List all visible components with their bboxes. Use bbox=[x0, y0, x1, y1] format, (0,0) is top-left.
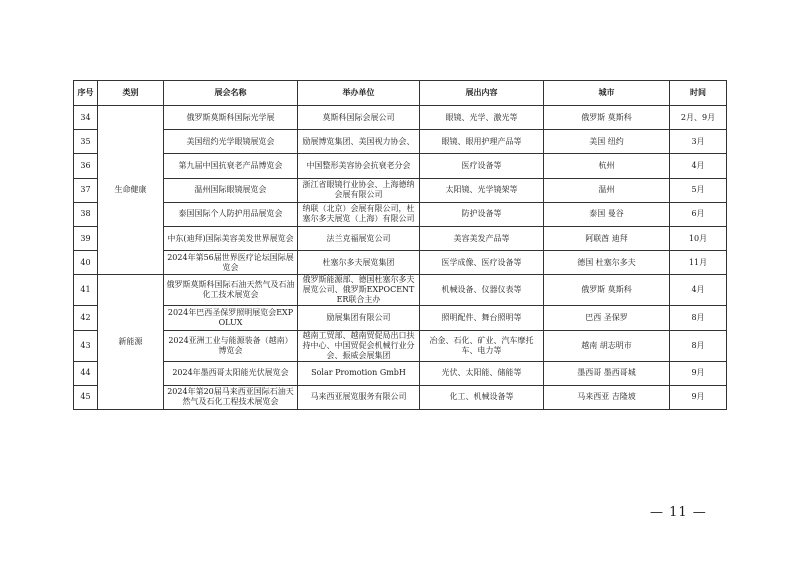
cell-city: 越南 胡志明市 bbox=[544, 330, 670, 361]
cell-city: 温州 bbox=[544, 178, 670, 202]
cell-time: 9月 bbox=[670, 385, 727, 409]
cell-no: 35 bbox=[74, 130, 98, 154]
cell-name: 俄罗斯莫斯科国际石油天然气及石油化工技术展览会 bbox=[164, 275, 298, 306]
exhibition-table bbox=[73, 80, 727, 410]
header-category: 类别 bbox=[98, 81, 164, 106]
cell-organizer: 越南工贸部、越南贸促局出口扶持中心、中国贸促会机械行业分会、振威会展集团 bbox=[298, 330, 420, 361]
table-row bbox=[74, 226, 727, 250]
cell-organizer: 励展博览集团、美国视力协会、 bbox=[298, 130, 420, 154]
table-row bbox=[74, 361, 727, 385]
cell-name: 第九届中国抗衰老产品博览会 bbox=[164, 154, 298, 178]
cell-no: 44 bbox=[74, 361, 98, 385]
cell-time: 4月 bbox=[670, 154, 727, 178]
cell-content: 机械设备、仪器仪表等 bbox=[420, 275, 544, 306]
header-organizer: 举办单位 bbox=[298, 81, 420, 106]
cell-city: 美国 纽约 bbox=[544, 130, 670, 154]
cell-organizer: 俄罗斯能源部、德国杜塞尔多夫展览公司、俄罗斯EXPOCENTER联合主办 bbox=[298, 275, 420, 306]
header-city: 城市 bbox=[544, 81, 670, 106]
cell-time: 10月 bbox=[670, 226, 727, 250]
cell-name: 泰国国际个人防护用品展览会 bbox=[164, 202, 298, 226]
cell-time: 3月 bbox=[670, 130, 727, 154]
cell-no: 39 bbox=[74, 226, 98, 250]
cell-name: 美国纽约光学眼镜展览会 bbox=[164, 130, 298, 154]
cell-organizer: 励展集团有限公司 bbox=[298, 306, 420, 330]
cell-content: 光伏、太阳能、储能等 bbox=[420, 361, 544, 385]
cell-name: 2024年第56届世界医疗论坛国际展览会 bbox=[164, 251, 298, 275]
cell-time: 2月、9月 bbox=[670, 106, 727, 130]
table-row bbox=[74, 154, 727, 178]
cell-content: 医疗设备等 bbox=[420, 154, 544, 178]
header-no: 序号 bbox=[74, 81, 98, 106]
cell-category: 生命健康 bbox=[98, 106, 164, 275]
cell-no: 41 bbox=[74, 275, 98, 306]
cell-city: 马来西亚 吉隆坡 bbox=[544, 385, 670, 409]
cell-organizer: 法兰克福展览公司 bbox=[298, 226, 420, 250]
cell-no: 34 bbox=[74, 106, 98, 130]
table-header-row bbox=[74, 81, 727, 106]
cell-content: 冶金、石化、矿业、汽车摩托车、电力等 bbox=[420, 330, 544, 361]
cell-organizer: 浙江省眼镜行业协会、上海德纳会展有限公司 bbox=[298, 178, 420, 202]
cell-content: 太阳镜、光学镜架等 bbox=[420, 178, 544, 202]
cell-organizer: 杜塞尔多夫展览集团 bbox=[298, 251, 420, 275]
cell-city: 阿联酋 迪拜 bbox=[544, 226, 670, 250]
cell-name: 2024亚洲工业与能源装备（越南）博览会 bbox=[164, 330, 298, 361]
cell-no: 42 bbox=[74, 306, 98, 330]
table-row bbox=[74, 178, 727, 202]
cell-organizer: 莫斯科国际会展公司 bbox=[298, 106, 420, 130]
table-row bbox=[74, 306, 727, 330]
table-row bbox=[74, 251, 727, 275]
cell-name: 温州国际眼镜展览会 bbox=[164, 178, 298, 202]
cell-content: 眼镜、光学、激光等 bbox=[420, 106, 544, 130]
cell-time: 8月 bbox=[670, 306, 727, 330]
cell-city: 俄罗斯 莫斯科 bbox=[544, 275, 670, 306]
cell-city: 杭州 bbox=[544, 154, 670, 178]
cell-time: 5月 bbox=[670, 178, 727, 202]
cell-name: 2024年墨西哥太阳能光伏展览会 bbox=[164, 361, 298, 385]
cell-category: 新能源 bbox=[98, 275, 164, 410]
cell-no: 43 bbox=[74, 330, 98, 361]
cell-time: 6月 bbox=[670, 202, 727, 226]
cell-organizer: Solar Promotion GmbH bbox=[298, 361, 420, 385]
cell-city: 德国 杜塞尔多夫 bbox=[544, 251, 670, 275]
cell-time: 9月 bbox=[670, 361, 727, 385]
cell-content: 美容美发产品等 bbox=[420, 226, 544, 250]
cell-content: 防护设备等 bbox=[420, 202, 544, 226]
cell-time: 4月 bbox=[670, 275, 727, 306]
cell-no: 36 bbox=[74, 154, 98, 178]
header-content: 展出内容 bbox=[420, 81, 544, 106]
table-row bbox=[74, 330, 727, 361]
cell-name: 2024年巴西圣保罗照明展览会EXPOLUX bbox=[164, 306, 298, 330]
cell-no: 38 bbox=[74, 202, 98, 226]
table-body bbox=[74, 106, 727, 410]
cell-time: 8月 bbox=[670, 330, 727, 361]
table-row bbox=[74, 202, 727, 226]
cell-organizer: 马来西亚展览服务有限公司 bbox=[298, 385, 420, 409]
cell-city: 巴西 圣保罗 bbox=[544, 306, 670, 330]
cell-city: 墨西哥 墨西哥城 bbox=[544, 361, 670, 385]
cell-organizer: 纳联（北京）会展有限公司，杜塞尔多夫展览（上海）有限公司 bbox=[298, 202, 420, 226]
table-row bbox=[74, 275, 727, 306]
cell-content: 眼镜、眼用护理产品等 bbox=[420, 130, 544, 154]
table-row bbox=[74, 106, 727, 130]
cell-content: 化工、机械设备等 bbox=[420, 385, 544, 409]
cell-name: 2024年第20届马来西亚国际石油天然气及石化工程技术展览会 bbox=[164, 385, 298, 409]
page-number: — 11 — bbox=[650, 505, 707, 520]
cell-no: 40 bbox=[74, 251, 98, 275]
cell-name: 俄罗斯莫斯科国际光学展 bbox=[164, 106, 298, 130]
header-name: 展会名称 bbox=[164, 81, 298, 106]
cell-content: 照明配件、舞台照明等 bbox=[420, 306, 544, 330]
cell-name: 中东(迪拜)国际美容美发世界展览会 bbox=[164, 226, 298, 250]
cell-time: 11月 bbox=[670, 251, 727, 275]
cell-no: 37 bbox=[74, 178, 98, 202]
cell-content: 医学成像、医疗设备等 bbox=[420, 251, 544, 275]
cell-organizer: 中国整形美容协会抗衰老分会 bbox=[298, 154, 420, 178]
cell-city: 俄罗斯 莫斯科 bbox=[544, 106, 670, 130]
exhibition-table-page bbox=[73, 80, 726, 410]
table-row bbox=[74, 130, 727, 154]
table-row bbox=[74, 385, 727, 409]
cell-city: 泰国 曼谷 bbox=[544, 202, 670, 226]
header-time: 时间 bbox=[670, 81, 727, 106]
cell-no: 45 bbox=[74, 385, 98, 409]
